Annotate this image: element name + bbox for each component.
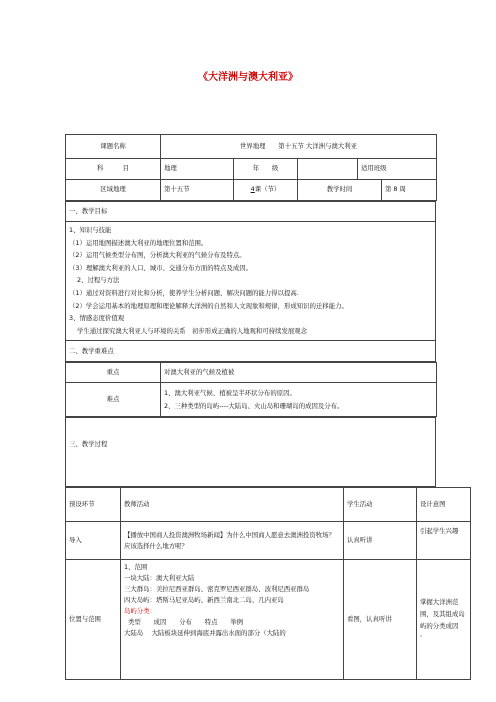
intent-cell: 引起学生兴趣 bbox=[417, 522, 471, 560]
stage-cell: 位置与范围 bbox=[66, 560, 121, 680]
goals-heading: 一、教学目标 bbox=[66, 202, 436, 222]
island-class-label: 岛屿分类： bbox=[124, 607, 156, 616]
goals-sub1: 1、知识与技能 bbox=[69, 226, 112, 234]
subject-label: 科 目 bbox=[66, 159, 161, 180]
section-value: 第十五节 bbox=[161, 180, 234, 201]
process-table bbox=[65, 487, 471, 680]
teacher-line: 1、范围 bbox=[124, 563, 148, 572]
lessons-unit: 课（节） bbox=[254, 185, 281, 194]
goals-sub3: 3、情感态度价值观 bbox=[69, 314, 125, 323]
subject-value: 地理 bbox=[161, 159, 234, 180]
student-cell: 认真听讲 bbox=[344, 522, 417, 560]
teacher-line: 四大岛屿：塔斯马尼亚岛屿、新西兰南北二岛、几内亚岛 bbox=[124, 596, 284, 605]
key-label: 重点 bbox=[66, 363, 161, 383]
keys-table bbox=[65, 362, 437, 417]
diff-label: 难点 bbox=[66, 383, 161, 417]
diff-item: 1、澳大利亚气候、植被呈半环状分布的原因。 bbox=[164, 388, 296, 397]
lessons-value: 4 bbox=[250, 185, 255, 194]
teacher-line: 三大群岛：美拉尼西亚群岛、密克罗尼西亚群岛、波利尼西亚群岛 bbox=[124, 585, 310, 594]
goal-item: （3）理解澳大利亚的人口、城市、交通分布方面的特点及成因。 bbox=[69, 263, 253, 272]
goal-item: 学生通过探究澳大利亚人与环境的关系 初步形成正确的人地观和可持续发展观念 bbox=[77, 326, 308, 335]
header-intent: 设计意图 bbox=[417, 488, 471, 522]
goals-table bbox=[65, 201, 436, 362]
header-teacher: 教师活动 bbox=[121, 488, 344, 522]
info-table bbox=[65, 134, 437, 201]
document-title: 《大洋洲与澳大利亚》 bbox=[198, 72, 298, 83]
teacher-cell: 【播放中国商人投资澳洲牧场新闻】为什么中国商人愿意去澳洲投资牧场？应该选择什么地方呢？ bbox=[121, 522, 344, 560]
process-heading: 三、教学过程 bbox=[66, 418, 436, 487]
grade-label: 年 级 bbox=[234, 159, 298, 180]
intent-cell: 掌握大洋洲范围，及其组成岛屿的分类成因 bbox=[420, 597, 465, 630]
goal-item: （1）通过对资料进行对比和分析，使养学生分析问题、解决问题的能力得以提高. bbox=[69, 288, 299, 297]
keys-heading: 二、教学重难点 bbox=[66, 341, 436, 362]
teacher-cell bbox=[121, 560, 344, 680]
grade-value bbox=[298, 159, 358, 180]
time-label: 教学时间 bbox=[298, 180, 382, 201]
island-row: 大陆岛 大陆板块延伸到海底并露出水面的部分（大陆的 bbox=[124, 629, 286, 638]
header-student: 学生活动 bbox=[344, 488, 417, 522]
teacher-line: 一块大陆：澳大利亚大陆 bbox=[124, 574, 195, 583]
goals-sub2: 2、过程与方法 bbox=[77, 276, 120, 285]
lessons-cell bbox=[234, 180, 298, 201]
goal-item: （2）运用气候类型分布图，分析澳大利亚的气候分布及特点。 bbox=[69, 251, 246, 260]
lesson-plan bbox=[65, 134, 465, 680]
header-stage: 预设环节 bbox=[66, 488, 121, 522]
intent-mark: ’ bbox=[420, 633, 423, 642]
class-label: 适用班级 bbox=[358, 159, 437, 180]
goal-item: （2）学会运用基本的地理原理和理论解释大洋洲的自然和人文现象和规律，形成知识的迁移能力。 bbox=[69, 301, 348, 310]
topic-value: 世界地理 第十五节 大洋洲与澳大利亚 bbox=[161, 135, 437, 159]
goal-item: （1）运用地图描述澳大利亚的地理位置和范围。 bbox=[69, 238, 208, 247]
week-value: 第 8 周 bbox=[382, 180, 437, 201]
region-label: 区域地理 bbox=[66, 180, 161, 201]
topic-label: 课题名称 bbox=[66, 135, 161, 159]
island-table-header: 类型 成因 分布 特点 举例 bbox=[128, 618, 244, 627]
stage-cell: 导入 bbox=[66, 522, 121, 560]
process-heading-table bbox=[65, 417, 436, 487]
diff-item: 2、三种类型的岛屿----大陆岛、火山岛和珊瑚岛的成因及分布。 bbox=[164, 401, 344, 410]
key-text: 对澳大利亚的气候及植被 bbox=[161, 363, 437, 383]
student-cell: 看图，认真听讲 bbox=[344, 560, 417, 680]
